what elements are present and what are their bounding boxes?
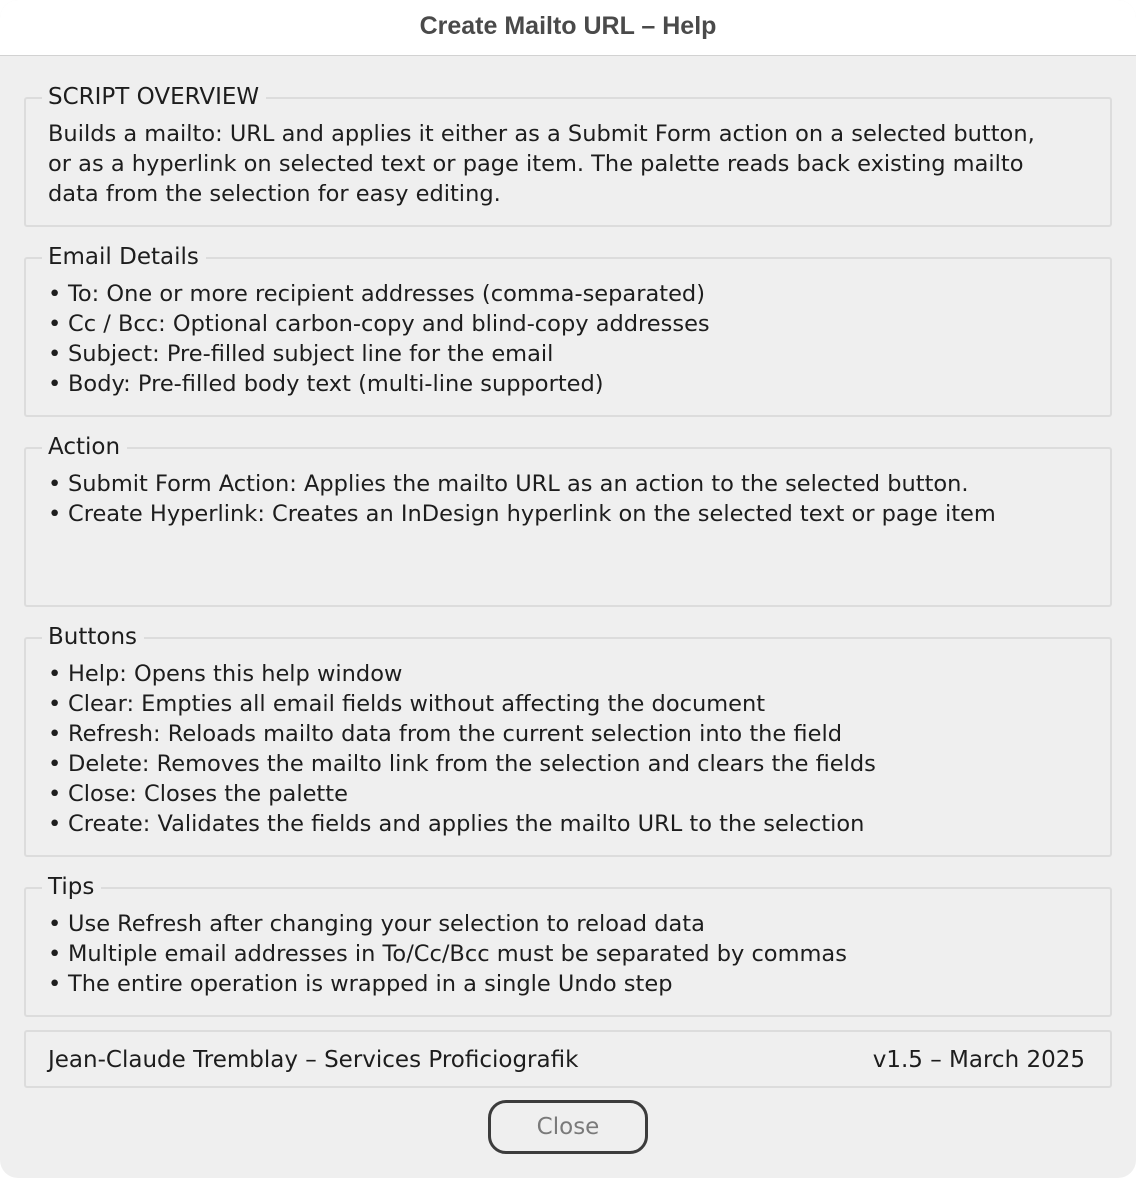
author-credit: Jean-Claude Tremblay – Services Proficiografik — [48, 1047, 579, 1073]
bullet-icon: • — [48, 311, 62, 337]
bullet-icon: • — [48, 501, 62, 527]
version-label: v1.5 – March 2025 — [872, 1047, 1085, 1073]
bullet-icon: • — [48, 721, 62, 747]
list-item: • Create Hyperlink: Creates an InDesign hyperlink on the selected text or page item — [48, 501, 996, 527]
action-panel — [24, 434, 1112, 607]
bullet-icon: • — [48, 471, 62, 497]
tips-list — [48, 909, 1100, 999]
bullet-icon: • — [48, 751, 62, 777]
list-item: • Body: Pre-filled body text (multi-line supported) — [48, 371, 604, 397]
overview-body — [48, 119, 1100, 209]
bullet-icon: • — [48, 911, 62, 937]
overview-panel — [24, 84, 1112, 227]
overview-text: Builds a mailto: URL and applies it either as a Submit Form action on a selected button, or as a hyperlink on selected text or page item. The palette reads back existing mailto data from the selection for easy editing. — [48, 121, 1035, 207]
buttons-panel-title: Buttons — [42, 622, 144, 652]
bullet-icon: • — [48, 781, 62, 807]
window-title: Create Mailto URL – Help — [419, 12, 717, 40]
footer-panel — [24, 1030, 1112, 1088]
list-item: • Use Refresh after changing your selection to reload data — [48, 911, 705, 937]
list-item: • Submit Form Action: Applies the mailto URL as an action to the selected button. — [48, 471, 969, 497]
email-details-panel-title: Email Details — [42, 242, 206, 272]
list-item: • Help: Opens this help window — [48, 661, 403, 687]
email-details-list — [48, 279, 1100, 399]
list-item: • Delete: Removes the mailto link from the selection and clears the fields — [48, 751, 876, 777]
list-item: • Multiple email addresses in To/Cc/Bcc must be separated by commas — [48, 941, 847, 967]
bullet-icon: • — [48, 811, 62, 837]
close-button[interactable]: Close — [488, 1100, 648, 1154]
action-list — [48, 469, 1100, 529]
bullet-icon: • — [48, 281, 62, 307]
list-item: • To: One or more recipient addresses (comma-separated) — [48, 281, 705, 307]
overview-panel-title: SCRIPT OVERVIEW — [42, 82, 266, 112]
list-item: • Subject: Pre-filled subject line for the email — [48, 341, 554, 367]
bullet-icon: • — [48, 371, 62, 397]
tips-panel-title: Tips — [42, 872, 101, 902]
list-item: • Clear: Empties all email fields without affecting the document — [48, 691, 766, 717]
action-panel-title: Action — [42, 432, 127, 462]
list-item: • Cc / Bcc: Optional carbon-copy and blind-copy addresses — [48, 311, 710, 337]
buttons-panel — [24, 624, 1112, 857]
email-details-panel — [24, 244, 1112, 417]
bullet-icon: • — [48, 971, 62, 997]
tips-panel — [24, 874, 1112, 1017]
bullet-icon: • — [48, 691, 62, 717]
list-item: • Close: Closes the palette — [48, 781, 348, 807]
bullet-icon: • — [48, 941, 62, 967]
bullet-icon: • — [48, 661, 62, 687]
bullet-icon: • — [48, 341, 62, 367]
list-item: • Create: Validates the fields and applies the mailto URL to the selection — [48, 811, 865, 837]
list-item: • Refresh: Reloads mailto data from the current selection into the field — [48, 721, 842, 747]
title-bar[interactable] — [0, 0, 1136, 56]
list-item: • The entire operation is wrapped in a single Undo step — [48, 971, 673, 997]
buttons-list — [48, 659, 1100, 839]
